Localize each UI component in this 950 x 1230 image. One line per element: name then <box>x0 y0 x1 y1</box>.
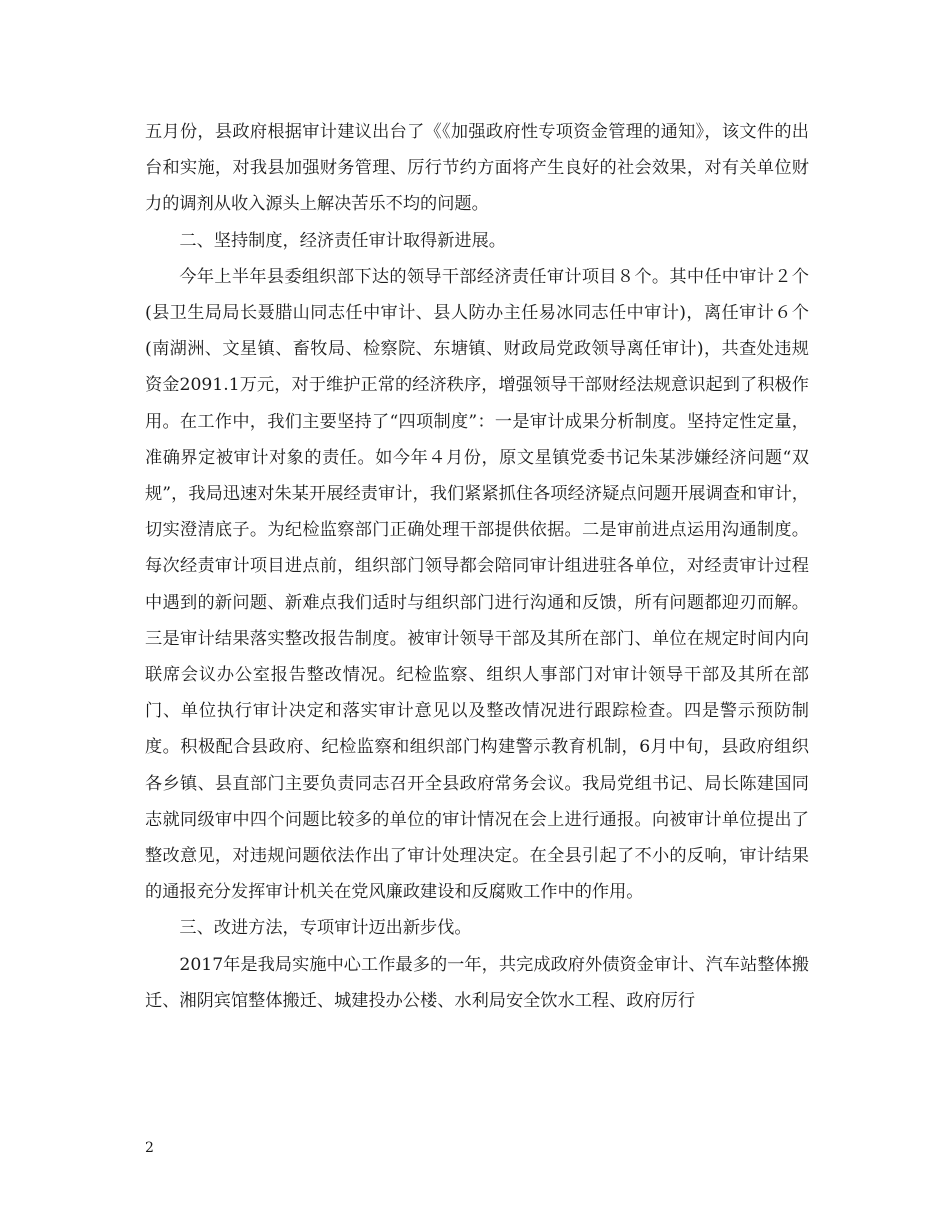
section-heading-2: 二、坚持制度，经济责任审计取得新进展。 <box>179 230 506 251</box>
section-heading-3: 三、改进方法，专项审计迈出新步伐。 <box>179 918 472 939</box>
paragraph-special-audit: 2017年是我局实施中心工作最多的一年，共完成政府外债资金审计、汽车站整体搬迁、湘阴宾馆整体搬迁、城建投办公楼、水利局安全饮水工程、政府厉行 <box>145 954 809 1011</box>
document-body <box>145 114 809 1019</box>
paragraph-economic-audit: 今年上半年县委组织部下达的领导干部经济责任审计项目８个。其中任中审计２个(县卫生局局长聂腊山同志任中审计、县人防办主任易冰同志任中审计)，离任审计６个(南湖洲、文星镇、畜牧局、检察院、东塘镇、财政局党政领导离任审计)，共查处违规资金2091.1万元，对于维护正常的经济秩序，增强领导干部财经法规意识起到了积极作用。在工作中，我们主要坚持了“四项制度”：一是审计成果分析制度。坚持定性定量，准确界定被审计对象的责任。如今年４月份，原文星镇党委书记朱某涉嫌经济问题“双规”，我局迅速对朱某开展经责审计，我们紧紧抓住各项经济疑点问题开展调查和审计，切实澄清底子。为纪检监察部门正确处理干部提供依据。二是审前进点运用沟通制度。每次经责审计项目进点前，组织部门领导都会陪同审计组进驻各单位，对经责审计过程中遇到的新问题、新难点我们适时与组织部门进行沟通和反馈，所有问题都迎刃而解。三是审计结果落实整改报告制度。被审计领导干部及其所在部门、单位在规定时间内向联席会议办公室报告整改情况。纪检监察、组织人事部门对审计领导干部及其所在部门、单位执行审计决定和落实审计意见以及整改情况进行跟踪检查。四是警示预防制度。积极配合县政府、纪检监察和组织部门构建警示教育机制，6月中旬，县政府组织各乡镇、县直部门主要负责同志召开全县政府常务会议。我局党组书记、局长陈建国同志就同级审中四个问题比较多的单位的审计情况在会上进行通报。向被审计单位提出了整改意见，对违规问题依法作出了审计处理决定。在全县引起了不小的反响，审计结果的通报充分发挥审计机关在党风廉政建设和反腐败工作中的作用。 <box>145 266 809 903</box>
page-number: 2 <box>145 1140 154 1156</box>
paragraph-continuation: 五月份，县政府根据审计建议出台了《《加强政府性专项资金管理的通知》，该文件的出台和实施，对我县加强财务管理、厉行节约方面将产生良好的社会效果，对有关单位财力的调剂从收入源头上解决苦乐不均的问题。 <box>145 122 809 215</box>
